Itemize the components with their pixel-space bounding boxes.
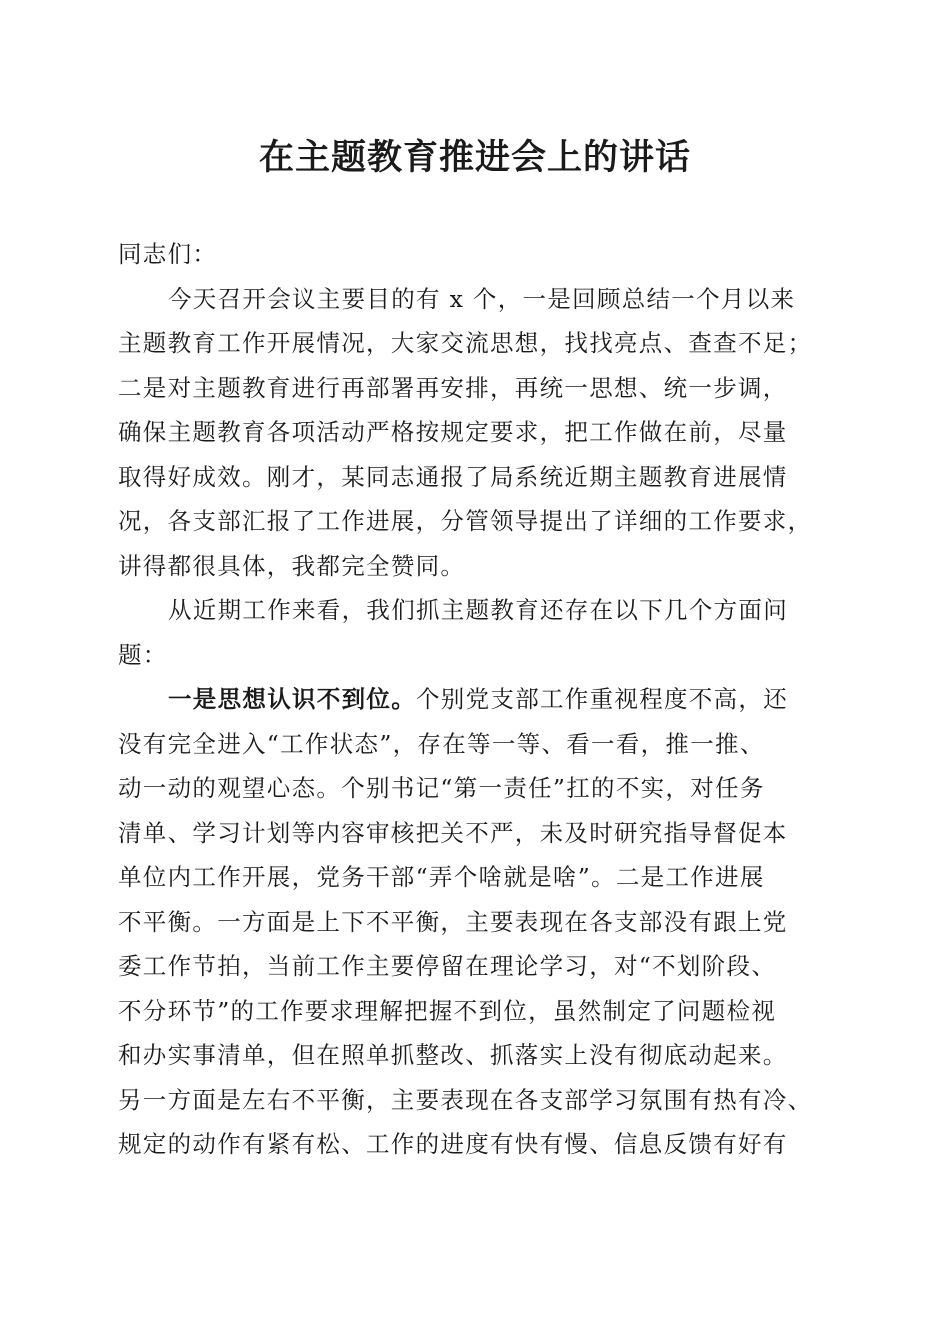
paragraph-3-line: 委工作节拍，当前工作主要停留在理论学习，对“不划阶段、: [118, 952, 777, 980]
paragraph-3-line: 单位内工作开展，党务干部“弄个啥就是啥”。二是工作进展: [118, 863, 765, 891]
paragraph-3: [118, 677, 834, 1167]
paragraph-3-line: 没有完全进入“工作状态”，存在等一等、看一看，推一推、: [118, 729, 765, 758]
paragraph-2-line: 从近期工作来看，我们抓主题教育还存在以下几个方面问: [168, 596, 788, 624]
document-body: [118, 232, 834, 1167]
paragraph-3-line: 不平衡。一方面是上下不平衡，主要表现在各支部没有跟上党: [118, 907, 788, 936]
paragraph-3-line: 另一方面是左右不平衡，主要表现在各支部学习氛围有热有冷、: [118, 1085, 813, 1114]
paragraph-3-first-line-rest: 个别党支部工作重视程度不高，还: [416, 685, 788, 713]
paragraph-3-bold-lead: 一是思想认识不到位。: [168, 685, 416, 713]
paragraph-1-line: 讲得都很具体，我都完全赞同。: [118, 551, 466, 580]
paragraph-1-line: 今天召开会议主要目的有 x 个，一是回顾总结一个月以来: [168, 284, 796, 313]
paragraph-3-line: 不分环节”的工作要求理解把握不到位，虽然制定了问题检视: [118, 996, 777, 1025]
paragraph-2: [118, 588, 834, 677]
paragraph-3-line: 规定的动作有紧有松、工作的进度有快有慢、信息反馈有好有: [118, 1130, 788, 1158]
paragraph-1: [118, 277, 834, 589]
paragraph-1-line: 主题教育工作开展情况，大家交流思想，找找亮点、查查不足；: [118, 329, 813, 357]
salutation: 同志们：: [118, 240, 218, 268]
paragraph-1-line: 取得好成效。刚才，某同志通报了局系统近期主题教育进展情: [118, 462, 788, 491]
paragraph-1-line: 二是对主题教育进行再部署再安排，再统一思想、统一步调，: [118, 373, 788, 402]
paragraph-3-first-line: [118, 677, 834, 722]
paragraph-3-line: 动一动的观望心态。个别书记“第一责任”扛的不实，对任务: [118, 774, 765, 802]
paragraph-1-line: 确保主题教育各项活动严格按规定要求，把工作做在前，尽量: [118, 418, 788, 446]
document-title: 在主题教育推进会上的讲话: [258, 137, 691, 178]
paragraph-3-line: 清单、学习计划等内容审核把关不严，未及时研究指导督促本: [118, 818, 788, 847]
paragraph-2-line: 题：: [118, 640, 168, 669]
paragraph-1-line: 况，各支部汇报了工作进展，分管领导提出了详细的工作要求，: [118, 507, 813, 535]
paragraph-3-line: 和办实事清单，但在照单抓整改、抓落实上没有彻底动起来。: [118, 1041, 788, 1069]
